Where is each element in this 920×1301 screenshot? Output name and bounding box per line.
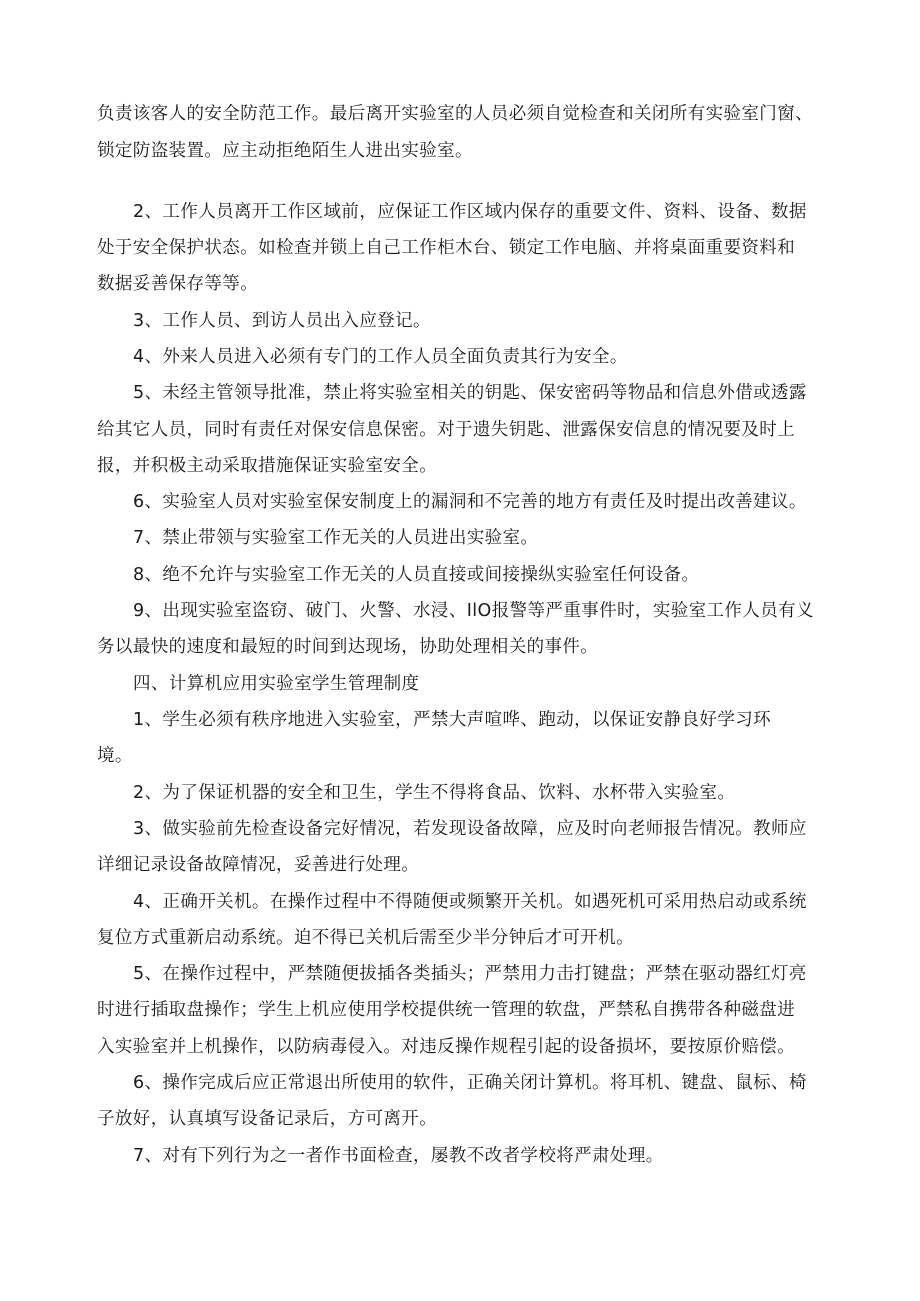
paragraph-line: 时进行插取盘操作；学生上机应使用学校提供统一管理的软盘，严禁私自携带各种磁盘进 xyxy=(97,1000,796,1020)
paragraph-line: 详细记录设备故障情况，妥善进行处理。 xyxy=(97,855,420,875)
paragraph-line: 9、出现实验室盗窃、破门、火警、水浸、IlO报警等严重事件时，实验室工作人员有义 xyxy=(133,601,814,621)
paragraph-line: 8、绝不允许与实验室工作无关的人员直接或间接操纵实验室任何设备。 xyxy=(133,565,700,585)
paragraph-line: 6、实验室人员对实验室保安制度上的漏洞和不完善的地方有责任及时提出改善建议。 xyxy=(133,492,807,512)
paragraph-line: 3、做实验前先检查设备完好情况，若发现设备故障，应及时向老师报告情况。教师应 xyxy=(133,819,807,839)
paragraph-line: 1、学生必须有秩序地进入实验室，严禁大声喧哗、跑动，以保证安静良好学习环 xyxy=(133,710,772,730)
paragraph-line: 报，并积极主动采取措施保证实验室安全。 xyxy=(97,456,438,476)
paragraph-line: 3、工作人员、到访人员出入应登记。 xyxy=(133,311,431,331)
paragraph-line: 给其它人员，同时有责任对保安信息保密。对于遗失钥匙、泄露保安信息的情况要及时上 xyxy=(97,420,796,440)
paragraph-line: 子放好，认真填写设备记录后，方可离开。 xyxy=(97,1109,438,1129)
paragraph-line: 4、正确开关机。在操作过程中不得随便或频繁开关机。如遇死机可采用热启动或系统 xyxy=(133,892,807,912)
paragraph-line: 4、外来人员进入必须有专门的工作人员全面负责其行为安全。 xyxy=(133,347,628,367)
paragraph-line: 处于安全保护状态。如检查并锁上自己工作柜木台、锁定工作电脑、并将桌面重要资料和 xyxy=(97,238,796,258)
paragraph-line: 负责该客人的安全防范工作。最后离开实验室的人员必须自觉检查和关闭所有实验室门窗、 xyxy=(97,104,813,124)
paragraph-line: 务以最快的速度和最短的时间到达现场，协助处理相关的事件。 xyxy=(97,637,599,657)
section-heading: 四、计算机应用实验室学生管理制度 xyxy=(133,674,420,694)
paragraph-line: 5、未经主管领导批准，禁止将实验室相关的钥匙、保安密码等物品和信息外借或透露 xyxy=(133,383,807,403)
paragraph-line: 2、为了保证机器的安全和卫生，学生不得将食品、饮料、水杯带入实验室。 xyxy=(133,783,736,803)
paragraph-line: 7、对有下列行为之一者作书面检查，屡教不改者学校将严肃处理。 xyxy=(133,1146,664,1166)
paragraph-line: 7、禁止带领与实验室工作无关的人员进出实验室。 xyxy=(133,528,539,548)
paragraph-line: 入实验室并上机操作，以防病毒侵入。对违反操作规程引起的设备损坏，要按原价赔偿。 xyxy=(97,1037,796,1057)
paragraph-line: 复位方式重新启动系统。迫不得已关机后需至少半分钟后才可开机。 xyxy=(97,928,634,948)
paragraph-line: 境。 xyxy=(97,746,133,766)
paragraph-line: 5、在操作过程中，严禁随便拔插各类插头；严禁用力击打键盘；严禁在驱动器红灯亮 xyxy=(133,964,807,984)
paragraph-line: 数据妥善保存等等。 xyxy=(97,274,259,294)
paragraph-line: 6、操作完成后应正常退出所使用的软件，正确关闭计算机。将耳机、键盘、鼠标、椅 xyxy=(133,1073,807,1093)
paragraph-line: 锁定防盗装置。应主动拒绝陌生人进出实验室。 xyxy=(97,141,473,161)
paragraph-line: 2、工作人员离开工作区域前，应保证工作区域内保存的重要文件、资料、设备、数据 xyxy=(133,202,807,222)
